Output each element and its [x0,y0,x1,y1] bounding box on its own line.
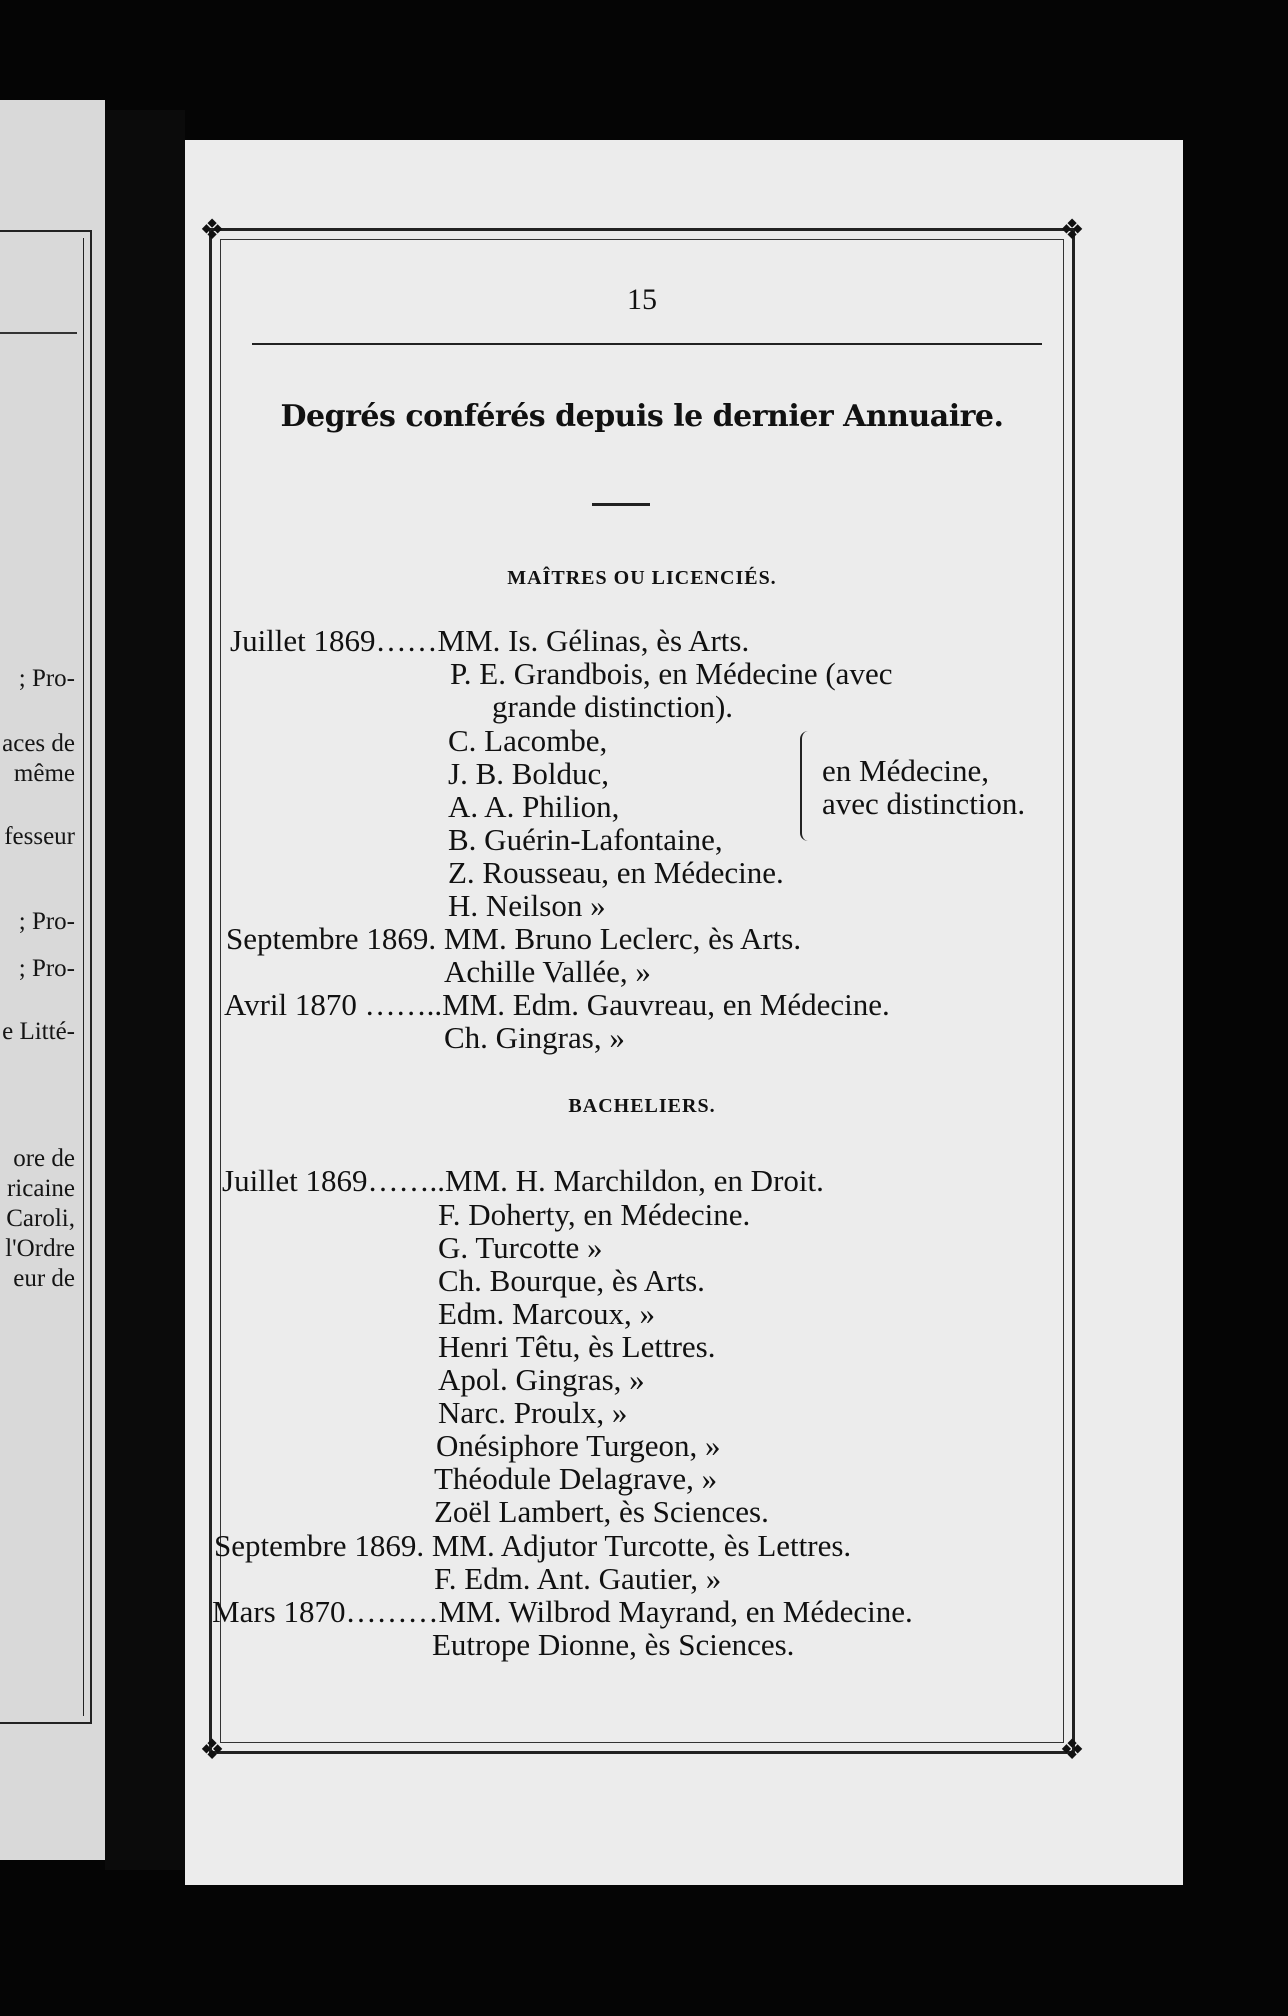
degree-line: J. B. Bolduc, [448,756,610,791]
degree-line: G. Turcotte » [438,1230,603,1265]
degree-line: Henri Têtu, ès Lettres. [438,1329,716,1364]
degree-line: Ch. Bourque, ès Arts. [438,1263,705,1298]
facing-page-text: fesseur [4,823,75,850]
facing-page-text: e Litté- [2,1018,75,1045]
degree-line: Achille Vallée, » [444,954,651,989]
section-heading-bacheliers: BACHELIERS. [568,1095,716,1117]
page-number: 15 [627,283,657,316]
book-page [185,140,1183,1885]
degree-line: Z. Rousseau, en Médecine. [448,855,784,890]
degree-line: Zoël Lambert, ès Sciences. [434,1494,769,1529]
facing-page-text: l'Ordre [5,1235,75,1262]
degree-line: Avril 1870 ……..MM. Edm. Gauvreau, en Médecine. [224,987,890,1022]
corner-ornament-icon: ❖ [1059,215,1085,246]
facing-page-text: ; Pro- [18,955,75,982]
degree-line: Apol. Gingras, » [438,1362,645,1397]
degree-line: Narc. Proulx, » [438,1395,628,1430]
degree-line: H. Neilson » [448,888,606,923]
degree-line: F. Doherty, en Médecine. [438,1197,751,1232]
degree-line: F. Edm. Ant. Gautier, » [434,1561,722,1596]
degree-line: grande distinction). [492,689,734,724]
corner-ornament-icon: ❖ [199,215,225,246]
page-title: Degrés conférés depuis le dernier Annuaire. [280,399,1004,434]
facing-page-text: ore de [13,1145,75,1172]
degree-line: P. E. Grandbois, en Médecine (avec [450,656,893,691]
degree-line: Théodule Delagrave, » [434,1461,718,1496]
degree-line: Mars 1870………MM. Wilbrod Mayrand, en Médecine. [212,1594,913,1629]
brace-text: en Médecine, [822,753,989,788]
degree-line: B. Guérin-Lafontaine, [448,822,723,857]
facing-page-text: Caroli, [6,1205,75,1232]
degree-line: Juillet 1869……MM. Is. Gélinas, ès Arts. [230,623,750,658]
facing-page-text: ricaine [6,1175,75,1202]
header-rule [252,343,1042,345]
degree-line: Ch. Gingras, » [444,1020,625,1055]
degree-line: A. A. Philion, [448,789,620,824]
corner-ornament-icon: ❖ [1059,1735,1085,1766]
section-heading-maitres: MAÎTRES OU LICENCIÉS. [507,567,777,589]
corner-ornament-icon: ❖ [199,1735,225,1766]
brace-text: avec distinction. [822,786,1026,821]
degree-line: Onésiphore Turgeon, » [436,1428,721,1463]
ornamental-frame [199,215,1085,1766]
title-rule [592,503,650,506]
facing-page-rule [0,332,77,334]
facing-page [0,100,105,1860]
degree-line: Eutrope Dionne, ès Sciences. [432,1627,795,1662]
facing-page-text: ; Pro- [18,665,75,692]
brace-bracket [800,731,816,841]
degree-line: C. Lacombe, [448,723,608,758]
degree-line: Edm. Marcoux, » [438,1296,655,1331]
book-gutter [105,110,185,1870]
facing-page-text: ; Pro- [18,908,75,935]
facing-page-text: eur de [13,1265,75,1292]
degree-line: Septembre 1869. MM. Adjutor Turcotte, ès Lettres. [214,1528,852,1563]
degree-line: Septembre 1869. MM. Bruno Leclerc, ès Arts. [226,921,802,956]
degree-line: Juillet 1869……..MM. H. Marchildon, en Droit. [222,1163,824,1198]
facing-page-text: même [13,760,75,787]
facing-page-text: aces de [2,730,75,757]
